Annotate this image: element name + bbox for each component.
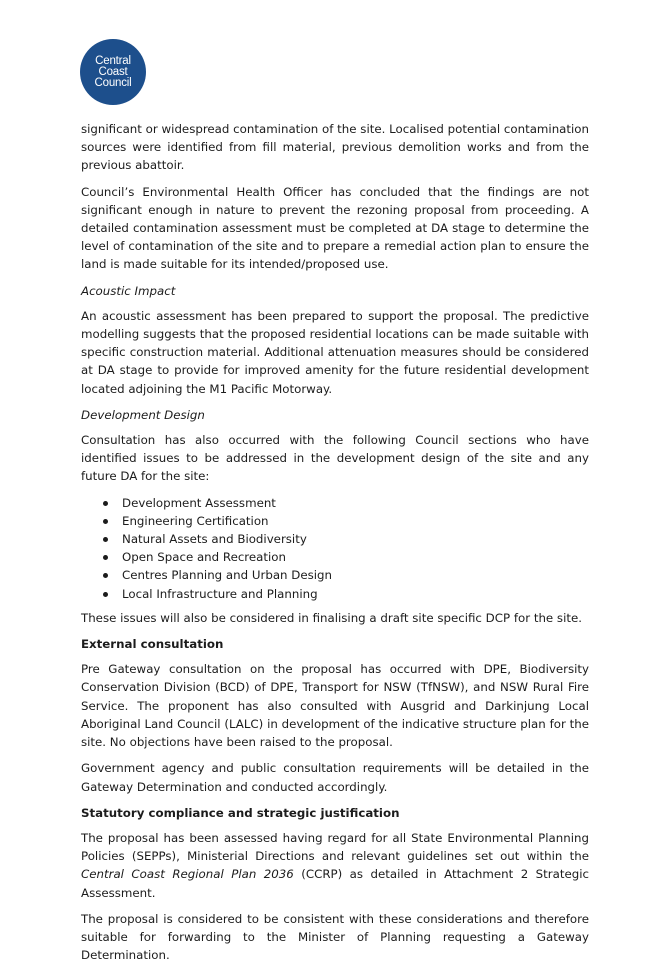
- document-body: [81, 120, 589, 972]
- sepp-paragraph: [81, 829, 589, 902]
- council-sections-list: [81, 494, 589, 603]
- list-item: Local Infrastructure and Planning: [81, 585, 589, 603]
- ccrp-title: Central Coast Regional Plan 2036: [81, 867, 294, 882]
- external-consultation-heading: External consultation: [81, 637, 224, 652]
- list-item: Engineering Certification: [81, 512, 589, 530]
- health-officer-paragraph: Council’s Environmental Health Officer has concluded that the findings are not significant enough in nature to prevent the rezoning proposal from proceeding. A detailed contamination assessment must be completed at DA stage to determine the level of contamination of the site and to prepare a remedial action plan to ensure the land is made suitable for its intended/proposed use.: [81, 184, 589, 272]
- contamination-paragraph-continued: significant or widespread contamination of the site. Localised potential contamination sources were identified from fill material, previous demolition works and from the previous abattoir.: [81, 122, 589, 173]
- logo-line-3: Council: [94, 76, 132, 89]
- sepp-paragraph-start: The proposal has been assessed having regard for all State Environmental Planning Policies (SEPPs), Ministerial Directions and relevant guidelines set out within the: [81, 830, 589, 864]
- statutory-compliance-heading: Statutory compliance and strategic justification: [81, 805, 400, 820]
- list-item: Open Space and Recreation: [81, 548, 589, 566]
- development-design-heading: Development Design: [81, 407, 205, 422]
- list-item: Development Assessment: [81, 494, 589, 512]
- logo-line-2: Coast: [98, 65, 128, 78]
- consultation-paragraph: Consultation has also occurred with the following Council sections who have identified issues to be addressed in the development design of the site and any future DA for the site:: [81, 433, 589, 484]
- acoustic-impact-heading: Acoustic Impact: [81, 283, 176, 298]
- acoustic-paragraph: An acoustic assessment has been prepared to support the proposal. The predictive modelling suggests that the proposed residential locations can be made suitable with specific construction material. Additional attenuation measures should be considered at DA stage to provide for improved amenity for the future residential development located adjoining the M1 Pacific Motorway.: [81, 308, 589, 396]
- pre-gateway-paragraph: Pre Gateway consultation on the proposal has occurred with DPE, Biodiversity Conservation Division (BCD) of DPE, Transport for NSW (TfNSW), and NSW Rural Fire Service. The proponent has also consulted with Ausgrid and Darkinjung Local Aboriginal Land Council (LALC) in development of the indicative structure plan for the site. No objections have been raised to the proposal.: [81, 662, 589, 750]
- gateway-paragraph: The proposal is considered to be consistent with these considerations and therefore suitable for forwarding to the Minister of Planning requesting a Gateway Determination.: [81, 911, 589, 963]
- logo-line-1: Central: [95, 54, 131, 67]
- sepp-paragraph-end: (CCRP) as detailed in Attachment 2 Strategic Assessment.: [81, 867, 589, 900]
- list-item: Centres Planning and Urban Design: [81, 566, 589, 584]
- central-coast-council-logo: [80, 39, 146, 105]
- list-item: Natural Assets and Biodiversity: [81, 530, 589, 548]
- dcp-paragraph: These issues will also be considered in finalising a draft site specific DCP for the site.: [81, 610, 582, 625]
- agency-requirements-paragraph: Government agency and public consultation requirements will be detailed in the Gateway Determination and conducted accordingly.: [81, 761, 589, 794]
